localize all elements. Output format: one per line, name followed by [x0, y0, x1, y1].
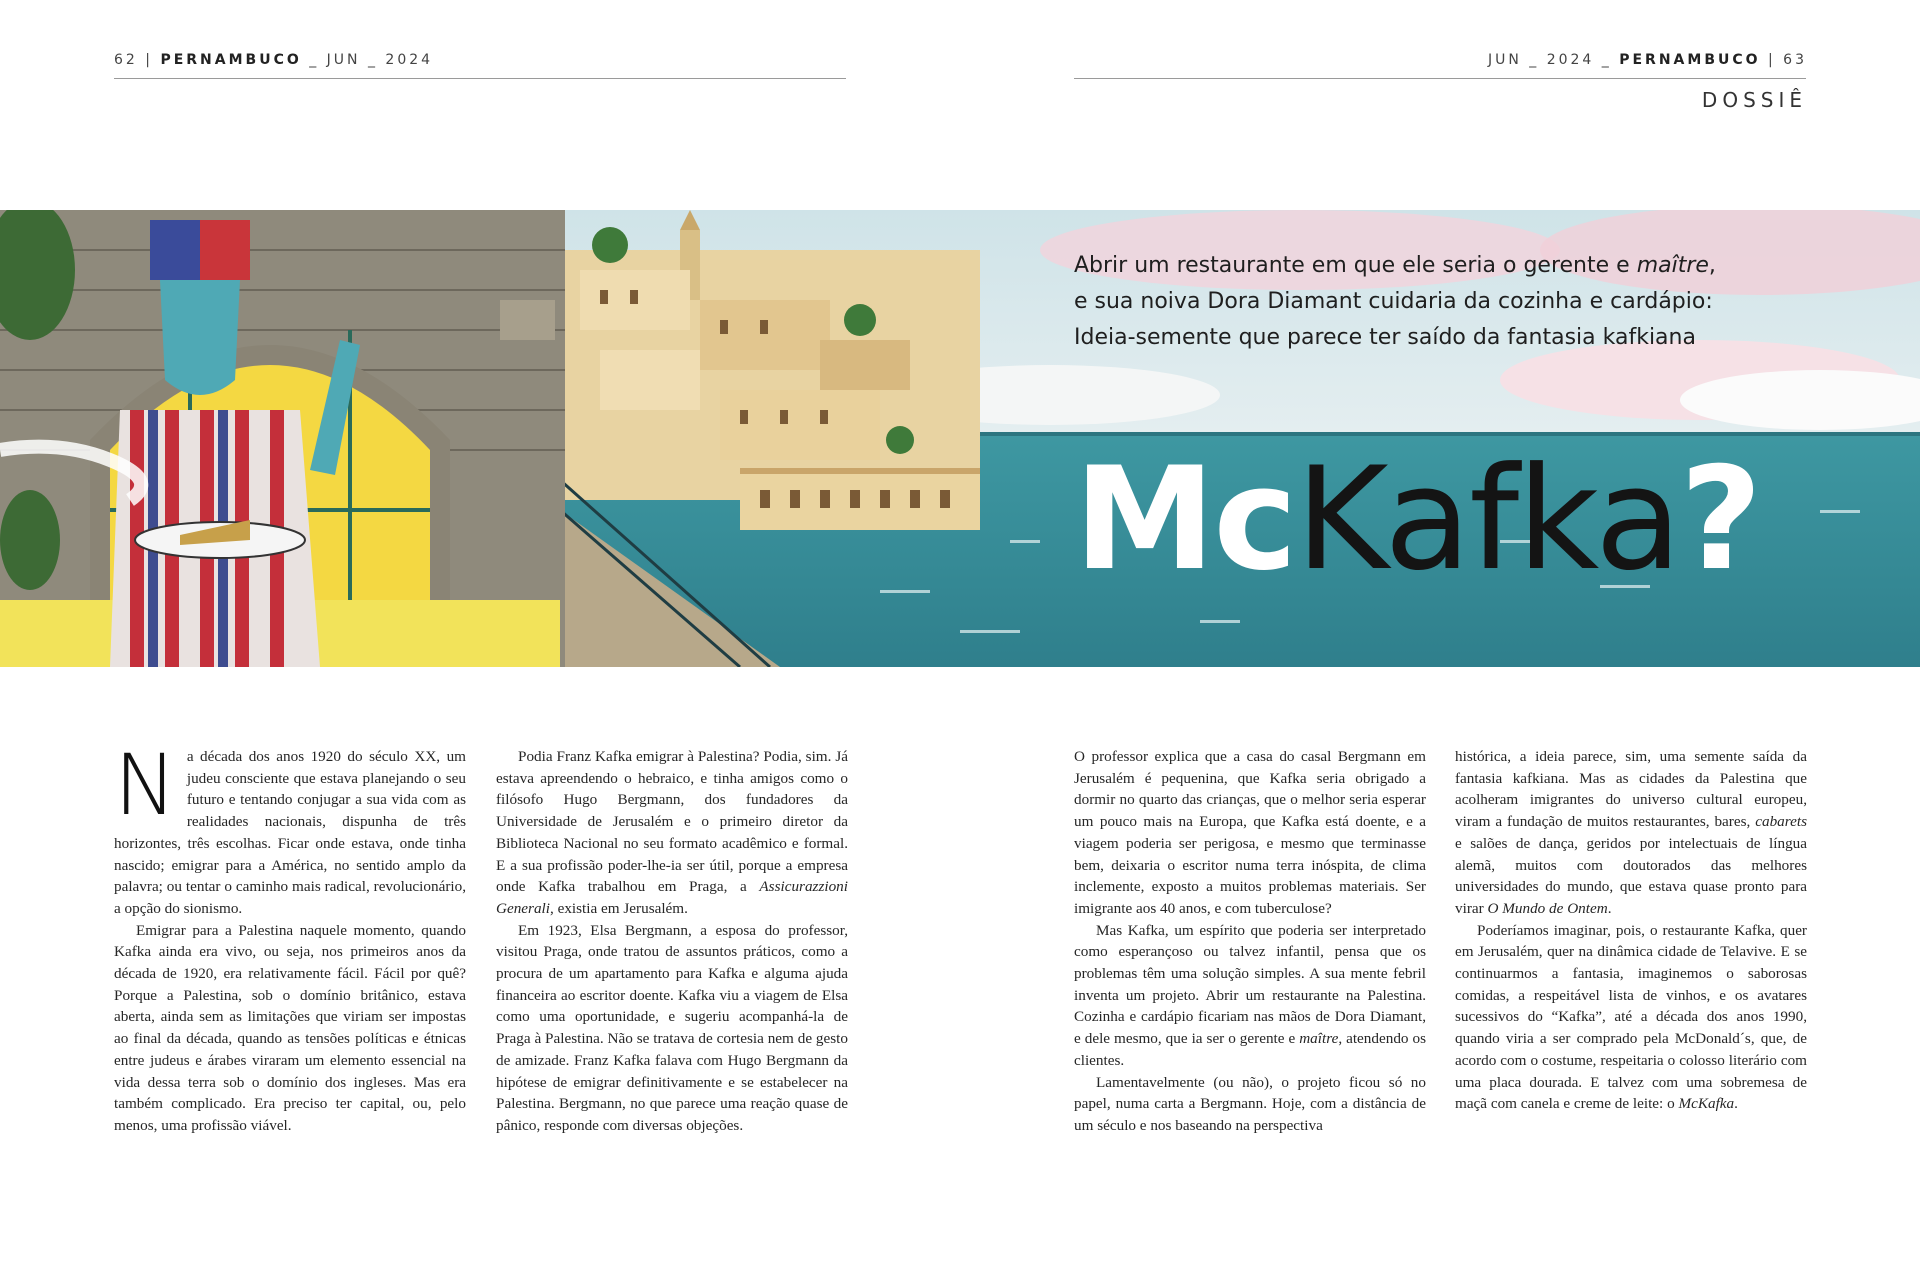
col2-paragraph-1: [496, 746, 848, 920]
col3-paragraph-3: Lamentavelmente (ou não), o projeto ficou só no papel, numa carta a Bergmann. Hoje, com a distância de um século e nos baseando na perspectiva: [1074, 1073, 1426, 1134]
deck-line-1-text: Abrir um restaurante em que ele seria o gerente e: [1074, 253, 1637, 278]
col2-p1-text-c: , existia em Jerusalém.: [550, 899, 688, 917]
right-header-rule: [1074, 78, 1806, 79]
left-magazine-name: PERNAMBUCO: [160, 52, 302, 68]
col4-p1-text-a: histórica, a ideia parece, sim, uma semente saída da fantasia kafkiana. Mas as cidades da Palestina que acolheram imigrantes do universo cultural europeu, viram a fundação de muitos restaurantes, bares,: [1455, 748, 1807, 831]
old-city-buildings: [560, 210, 980, 530]
article-deck: [1074, 248, 1814, 356]
headline-kafka: Kafka: [1295, 437, 1680, 602]
right-folio: [1488, 52, 1807, 68]
deck-line-2: e sua noiva Dora Diamant cuidaria da cozinha e cardápio:: [1074, 289, 1713, 314]
col4-p1-italic-title: O Mundo de Ontem: [1487, 899, 1608, 917]
col4-paragraph-2: [1455, 920, 1807, 1115]
col3-paragraph-2: [1074, 920, 1426, 1072]
headline-question-mark: ?: [1679, 437, 1761, 602]
article-headline: [1074, 437, 1761, 602]
deck-line-1: [1074, 248, 1814, 284]
deck-line-3: Ideia-semente que parece ter saído da fantasia kafkiana: [1074, 325, 1696, 350]
left-page-number: 62: [114, 52, 138, 68]
col1-paragraph-2: Emigrar para a Palestina naquele momento, quando Kafka ainda era vivo, ou seja, nos primeiros anos da década de 1920, era relativamente fácil. Fácil por quê? Porque a Palestina, sob o domínio britânico, estava aberta, ainda sem as limitações que viriam ser impostas ao final da década, quando as tensões políticas e étnicas entre judeus e árabes viraram um elemento essencial na vida dessa terra sob o domínio dos ingleses. Mas era também complicado. Era preciso ter capital, ou, pelo menos, uma profissão viável.: [114, 921, 466, 1134]
col1-paragraph-1: [114, 736, 466, 920]
left-header-rule: [114, 78, 846, 79]
left-folio: [114, 52, 433, 68]
right-issue-date: JUN _ 2024 _: [1487, 52, 1612, 68]
left-issue-date: _ JUN _ 2024: [309, 52, 434, 68]
col2-p1-text-a: Podia Franz Kafka emigrar à Palestina? Podia, sim. Já estava apreendendo o hebraico, e tinha amigos como o filósofo Hugo Bergmann, dos fundadores da Universidade de Jerusalém e o primeiro diretor da Biblioteca Nacional no seu formato acadêmico e formal. E a sua profissão poder-lhe-ia ser útil, porque a empresa onde Kafka trabalhou em Praga, a: [496, 748, 848, 896]
body-column-3: [1074, 746, 1426, 1137]
col3-p2-text-a: Mas Kafka, um espírito que poderia ser interpretado como esperançoso ou talvez infantil, pensa que os problemas têm uma solução simples. A sua mente febril inventa um projeto. Abrir um restaurante na Palestina. Cozinha e cardápio ficariam nas mãos de Dora Diamant, e dele mesmo, que ia ser o gerente e: [1074, 921, 1426, 1048]
col2-p1-italic: Assicurazzioni Generali: [496, 878, 848, 917]
col3-paragraph-1: O professor explica que a casa do casal Bergmann em Jerusalém é pequenina, que Kafka seria obrigado a dormir no quarto das crianças, que o melhor seria esperar um pouco mais na Europa, que Kafka está doente, e a viagem poderia ser perigosa, e mesmo que terminasse bem, deixaria o escritor numa terra inóspita, de clima inclemente, exposto a muitos problemas materiais. Ser imigrante aos 40 anos, e com tuberculose?: [1074, 748, 1426, 917]
headline-mc: Mc: [1074, 437, 1296, 602]
col4-p1-italic-cabarets: cabarets: [1755, 813, 1807, 831]
col4-p2-text-a: Poderíamos imaginar, pois, o restaurante Kafka, quer em Jerusalém, quer na dinâmica cidade de Telavive. E se continuarmos a fantasia, imaginemos o saborosas comidas, a respeitável lista de vinhos, e os avatares sucessivos do “Kafka”, até a década dos anos 1990, quando viria a ser comprado pela McDonald´s, que, de acordo com o costume, respeitaria o colosso literário com uma placa dourada. E talvez com uma sobremesa de maçã com canela e creme de leite: o: [1455, 921, 1807, 1113]
col2-paragraph-2: Em 1923, Elsa Bergmann, a esposa do professor, visitou Praga, onde tratou de assuntos práticos, como a procura de um apartamento para Kafka e alguma ajuda financeira ao escritor doente. Kafka viu a viagem de Elsa como uma oportunidade, e sugeriu acompanhá-la de Praga à Palestina. Não se tratava de cortesia nem de gesto de amizade. Franz Kafka falava com Hugo Bergmann da hipótese de emigrar definitivamente e se estabelecer na Palestina. Bergmann, no que parece uma reação quase de pânico, responde com diversas objeções.: [496, 921, 848, 1134]
col3-p2-text-c: , atendendo os clientes.: [1074, 1030, 1426, 1069]
col4-paragraph-1: [1455, 746, 1807, 920]
body-column-4: [1455, 746, 1807, 1115]
body-column-2: [496, 746, 848, 1137]
right-separator: |: [1768, 52, 1776, 68]
drop-cap: N: [114, 736, 177, 834]
section-label: DOSSIÊ: [1701, 88, 1807, 112]
right-page-number: 63: [1783, 52, 1807, 68]
right-magazine-name: PERNAMBUCO: [1619, 52, 1761, 68]
col4-p2-text-c: .: [1734, 1095, 1738, 1113]
col3-p2-italic: maître: [1299, 1030, 1339, 1048]
body-column-1: [114, 736, 466, 1137]
col4-p1-text-e: .: [1607, 899, 1612, 917]
col4-p1-text-c: e salões de dança, geridos por intelectuais de língua alemã, muitos com doutorados das melhores universidades do mundo, que estava quase pronto para virar: [1455, 834, 1807, 917]
col1-paragraph-1-text: a década dos anos 1920 do século XX, um judeu consciente que estava planejando o seu futuro e tentando conjugar a sua vida com as realidades nacionais, dispunha de três horizontes, três escolhas. Ficar onde estava, onde tinha nascido; emigrar para a América, no sentido amplo da palavra; ou tentar o caminho mais radical, revolucionário, a opção do sionismo.: [114, 748, 466, 917]
deck-line-1-comma: ,: [1708, 253, 1716, 278]
deck-line-1-italic: maître: [1636, 253, 1709, 278]
col4-p2-italic: McKafka: [1678, 1095, 1735, 1113]
left-separator: |: [145, 52, 153, 68]
